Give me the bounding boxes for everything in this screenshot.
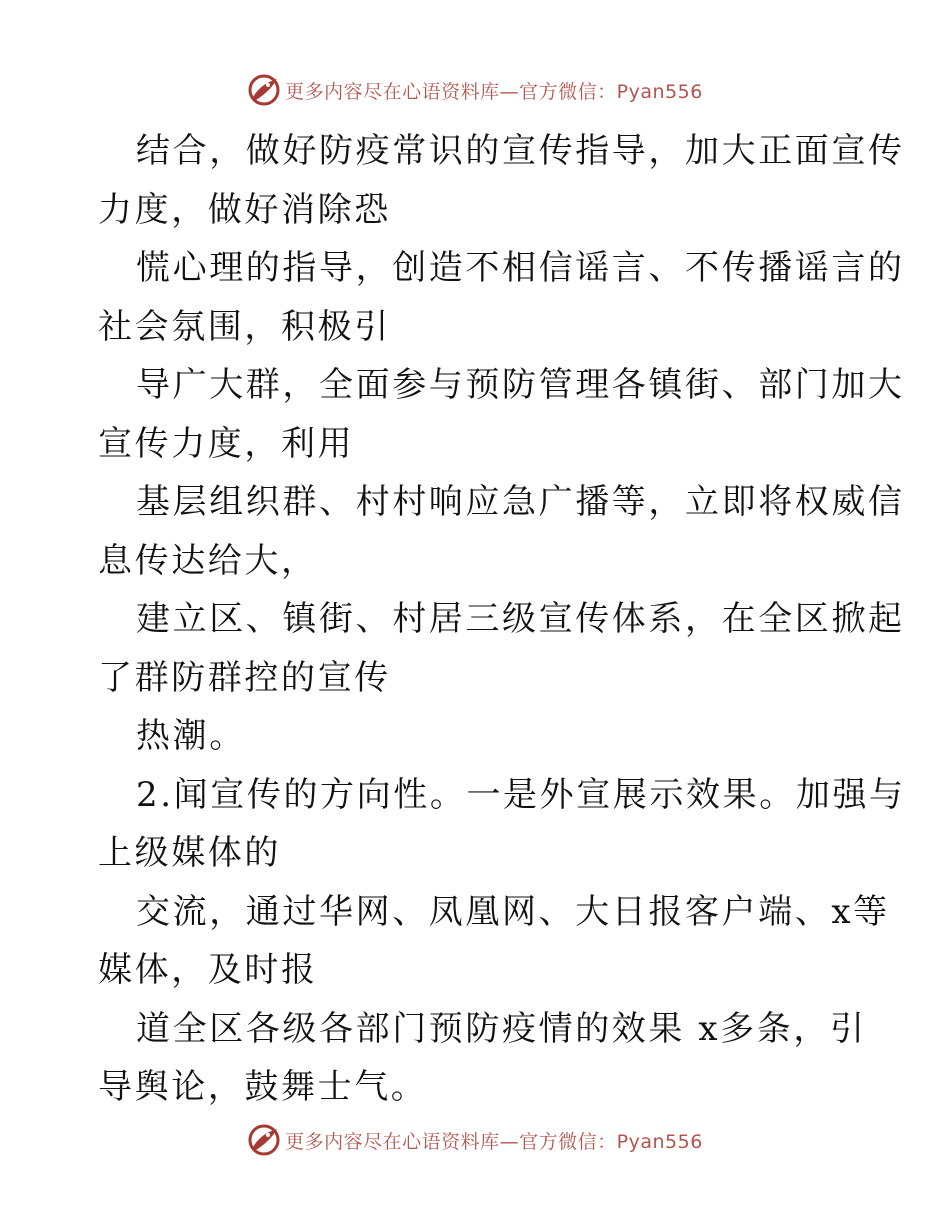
body-line: 结合，做好防疫常识的宣传指导，加大正面宣传 bbox=[136, 131, 905, 171]
body-line: 上级媒体的 bbox=[98, 833, 281, 873]
header-banner-text: 更多内容尽在心语资料库—官方微信：Pyan556 bbox=[285, 80, 703, 103]
body-line: 慌心理的指导，创造不相信谣言、不传播谣言的 bbox=[136, 248, 905, 288]
body-line: 导舆论，鼓舞士气。 bbox=[98, 1067, 428, 1107]
body-line: 宣传力度，利用 bbox=[98, 423, 355, 464]
body-line: 息传达给大， bbox=[98, 540, 318, 581]
body-line: 2.闻宣传的方向性。一是外宣展示效果。加强与 bbox=[136, 774, 906, 815]
document-body bbox=[98, 122, 906, 1117]
body-line: 了群防群控的宣传 bbox=[98, 657, 391, 698]
body-line: 道全区各级各部门预防疫情的效果 x多条，引 bbox=[136, 1008, 867, 1049]
body-line: 交流，通过华网、凤凰网、大日报客户端、x等 bbox=[136, 891, 890, 932]
body-line: 媒体，及时报 bbox=[98, 950, 318, 990]
body-line: 社会氛围，积极引 bbox=[98, 306, 391, 347]
footer-banner-text: 更多内容尽在心语资料库—官方微信：Pyan556 bbox=[285, 1130, 703, 1153]
body-line: 力度，做好消除恐 bbox=[98, 189, 391, 230]
body-line: 基层组织群、村村响应急广播等，立即将权威信 bbox=[136, 482, 905, 522]
body-line: 建立区、镇街、村居三级宣传体系，在全区掀起 bbox=[136, 599, 905, 639]
pen-nib-logo-icon bbox=[247, 73, 281, 107]
body-line: 导广大群，全面参与预防管理各镇街、部门加大 bbox=[136, 365, 905, 405]
pen-nib-logo-icon bbox=[247, 1123, 281, 1157]
body-line: 热潮。 bbox=[136, 716, 246, 756]
header-banner bbox=[0, 70, 950, 110]
footer-banner bbox=[0, 1120, 950, 1160]
